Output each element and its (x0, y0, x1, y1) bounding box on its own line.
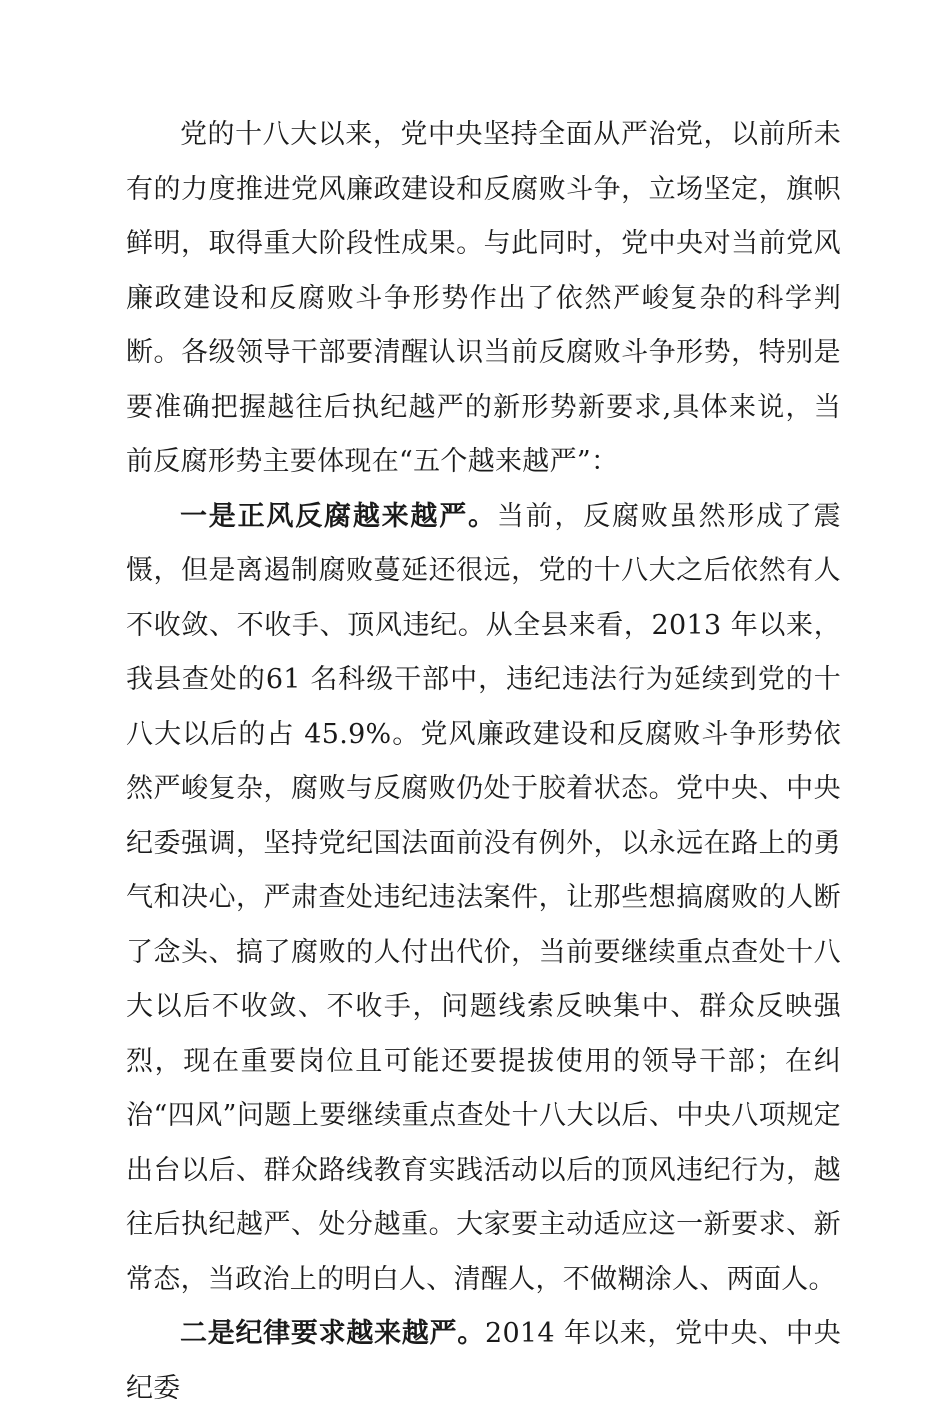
paragraph-text: 党的十八大以来，党中央坚持全面从严治党，以前所未有的力度推进党风廉政建设和反腐败斗争，立场坚定，旗帜鲜明，取得重大阶段性成果。与此同时，党中央对当前党风廉政建设和反腐败斗争形势作出了依然严峻复杂的科学判断。各级领导干部要清醒认识当前反腐败斗争形势，特别是要准确把握越往后执纪越严的新形势新要求,具体来说，当前反腐形势主要体现在“五个越来越严”： (126, 119, 841, 477)
paragraph-lead: 二是纪律要求越来越严。 (180, 1318, 485, 1349)
paragraph-point-two (126, 1307, 841, 1416)
paragraph-lead: 一是正风反腐越来越严。 (180, 500, 497, 532)
paragraph-point-one (126, 490, 841, 1308)
paragraph-text: 当前，反腐败虽然形成了震慑，但是离遏制腐败蔓延还很远，党的十八大之后依然有人不收敛、不收手、顶风违纪。从全县来看，2013 年以来，我县查处的61 名科级干部中，违纪违法行为延续到党的十八大以后的占 45.9%。党风廉政建设和反腐败斗争形势依然严峻复杂，腐败与反腐败仍处于胶着状态。党中央、中央纪委强调，坚持党纪国法面前没有例外，以永远在路上的勇气和决心，严肃查处违纪违法案件，让那些想搞腐败的人断了念头、搞了腐败的人付出代价，当前要继续重点查处十八大以后不收敛、不收手，问题线索反映集中、群众反映强烈，现在重要岗位且可能还要提拔使用的领导干部；在纠治“四风”问题上要继续重点查处十八大以后、中央八项规定出台以后、群众路线教育实践活动以后的顶风违纪行为，越往后执纪越严、处分越重。大家要主动适应这一新要求、新常态，当政治上的明白人、清醒人，不做糊涂人、两面人。 (126, 500, 841, 1295)
paragraph-text: 2014 年以来，党中央、中央纪委 (126, 1318, 841, 1404)
paragraph-intro (126, 108, 841, 490)
document-body (126, 108, 841, 1416)
